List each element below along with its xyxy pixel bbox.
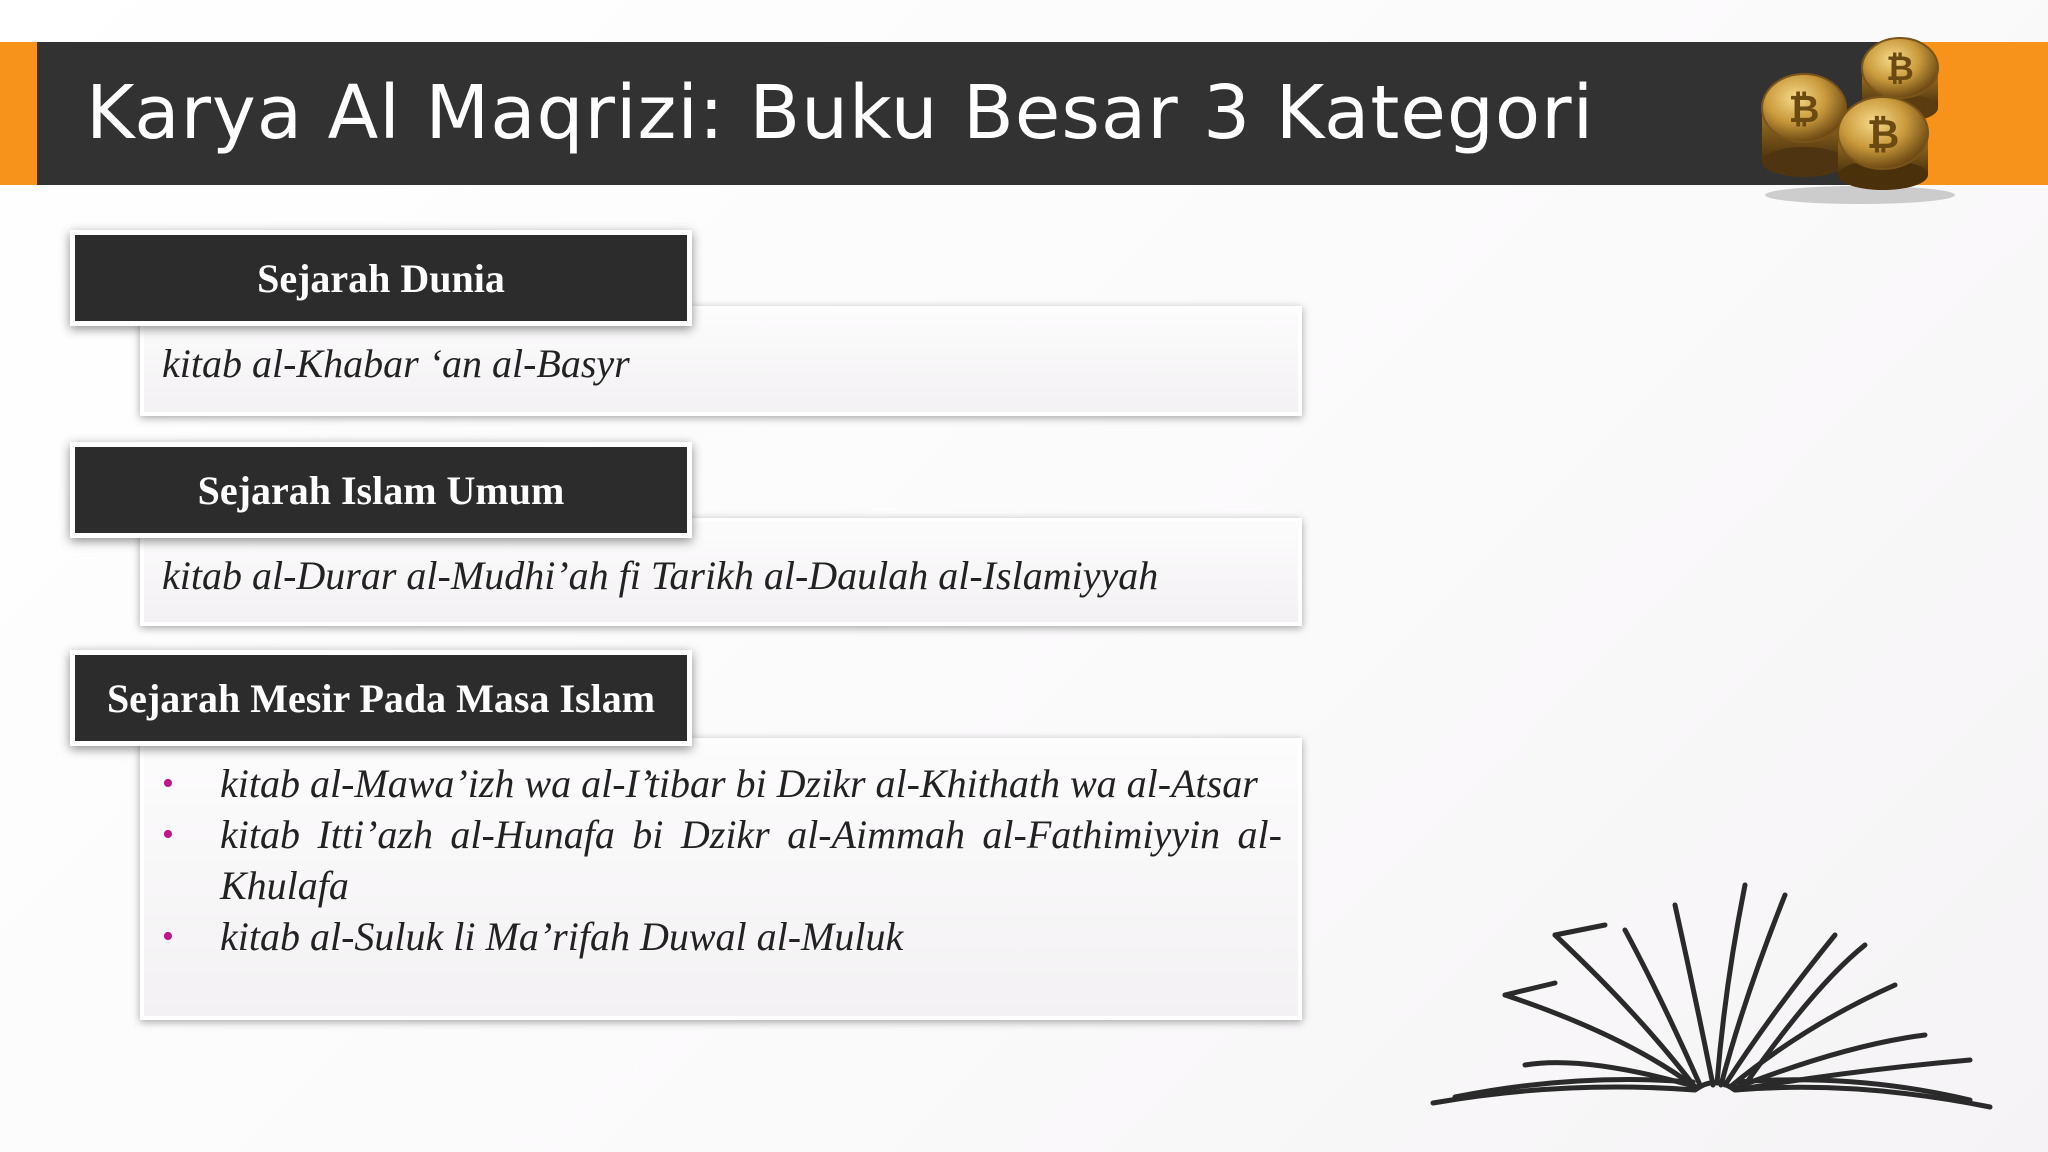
section-heading-sejarah-mesir: Sejarah Mesir Pada Masa Islam <box>70 650 692 746</box>
list-item-text: kitab al-Mawa’izh wa al-I’tibar bi Dzikr al-Khithath wa al-Atsar <box>220 761 1258 806</box>
list-item-text: kitab al-Suluk li Ma’rifah Duwal al-Muluk <box>220 914 904 959</box>
section-heading-sejarah-islam-umum: Sejarah Islam Umum <box>70 442 692 538</box>
section-heading-sejarah-dunia: Sejarah Dunia <box>70 230 692 326</box>
slide-title: Karya Al Maqrizi: Buku Besar 3 Kategori <box>86 70 1595 156</box>
accent-bar-left <box>0 42 37 185</box>
section-text: kitab al-Khabar ‘an al-Basyr <box>162 341 630 386</box>
bullet-list <box>162 758 1282 962</box>
open-book-sketch-image <box>1425 875 2000 1120</box>
svg-text:₿: ₿ <box>1886 49 1914 89</box>
bitcoin-coins-image <box>1740 30 1970 205</box>
bullet-icon: • <box>162 918 174 955</box>
list-item <box>162 911 1282 962</box>
section-text: kitab al-Durar al-Mudhi’ah fi Tarikh al-Daulah al-Islamiyyah <box>162 553 1159 598</box>
section-content-sejarah-mesir <box>140 738 1302 1020</box>
bullet-icon: • <box>162 816 174 853</box>
svg-text:₿: ₿ <box>1866 112 1900 158</box>
bullet-icon: • <box>162 765 174 802</box>
list-item <box>162 758 1282 809</box>
svg-text:₿: ₿ <box>1788 87 1820 131</box>
list-item <box>162 809 1282 911</box>
list-item-text: kitab Itti’azh al-Hunafa bi Dzikr al-Aimmah al-Fathimiyyin al-Khulafa <box>220 812 1282 908</box>
